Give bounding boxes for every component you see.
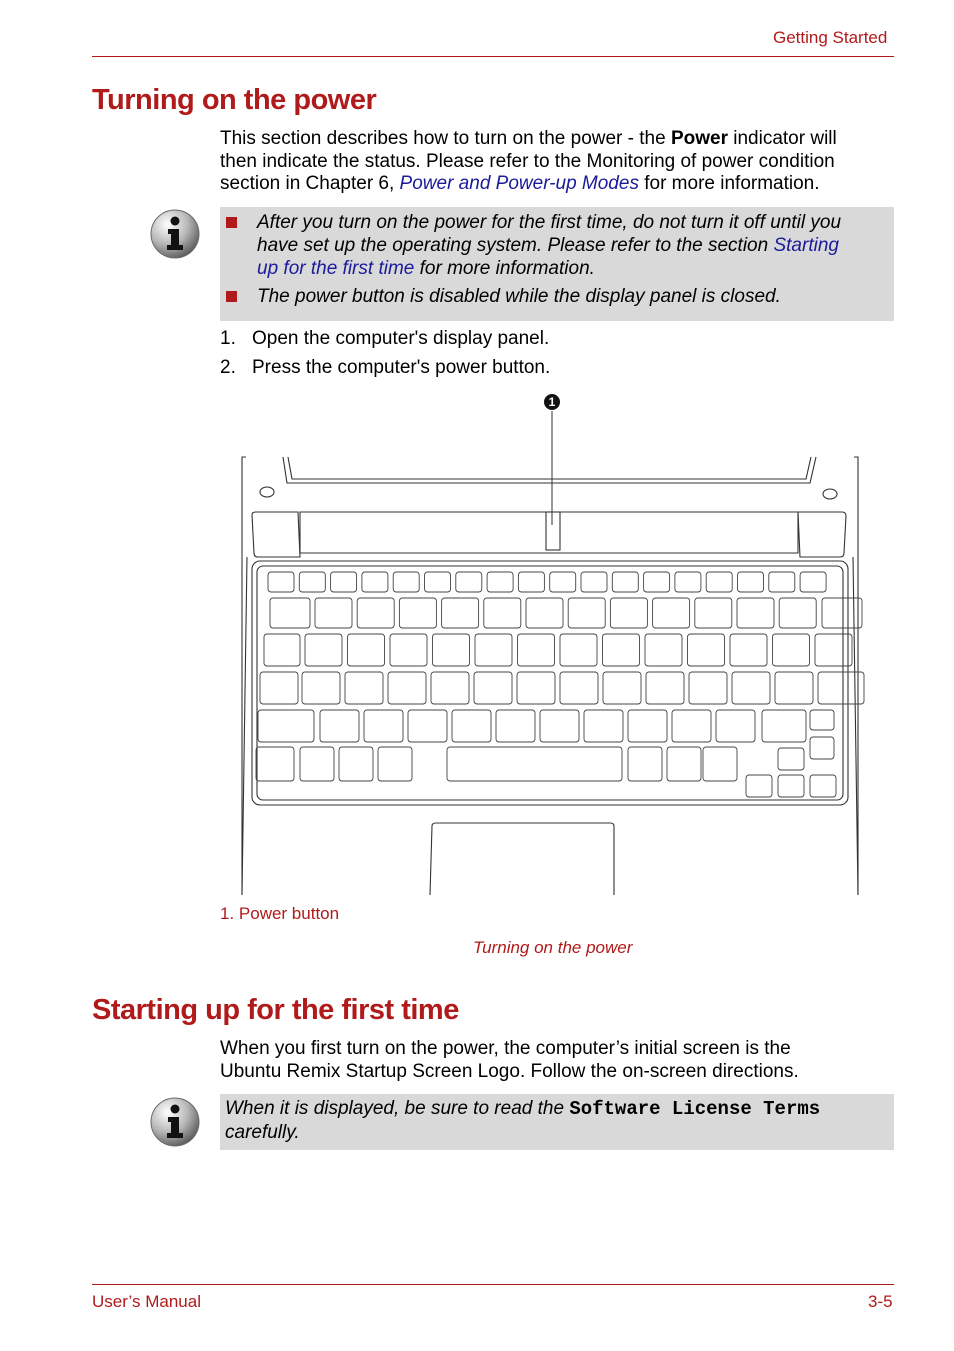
keyboard-key: [667, 747, 701, 781]
keyboard-key: [603, 672, 641, 704]
keyboard-key: [302, 672, 340, 704]
license-note: When it is displayed, be sure to read the Software License Terms carefully.: [225, 1098, 821, 1143]
step-2: 2. Press the computer's power button.: [220, 357, 551, 378]
software-license-terms: Software License Terms: [569, 1098, 821, 1120]
keyboard-key: [818, 672, 864, 704]
keyboard-key: [773, 634, 810, 666]
startup-paragraph: When you first turn on the power, the computer’s initial screen is the Ubuntu Remix Startup Screen Logo. Follow the on-screen directions.: [220, 1038, 799, 1082]
keyboard-key: [584, 710, 623, 742]
keyboard-key: [431, 672, 469, 704]
keyboard-key: [526, 598, 563, 628]
note-box-first-time: [220, 207, 894, 321]
figure-caption: Turning on the power: [473, 938, 633, 957]
keyboard-key: [568, 598, 605, 628]
keyboard-key: [675, 572, 701, 592]
keyboard-key: [778, 775, 804, 797]
keyboard-key: [339, 747, 373, 781]
footer-rule: [92, 1284, 894, 1285]
starting-up-link-part2[interactable]: up for the first time: [257, 258, 415, 279]
keyboard-key: [560, 634, 597, 666]
keyboard-key: [518, 572, 544, 592]
keyboard-key: [388, 672, 426, 704]
keyboard-key: [603, 634, 640, 666]
keyboard-key: [390, 634, 427, 666]
keyboard-key: [456, 572, 482, 592]
note-box-license: [220, 1094, 894, 1150]
keyboard-key: [268, 572, 294, 592]
keyboard-key: [716, 710, 755, 742]
keyboard-key: [689, 672, 727, 704]
keyboard-key: [256, 747, 294, 781]
keyboard-key: [628, 747, 662, 781]
keyboard-key: [299, 572, 325, 592]
keyboard-key: [779, 598, 816, 628]
keyboard-key: [737, 598, 774, 628]
keyboard-key: [331, 572, 357, 592]
keyboard-key: [703, 747, 737, 781]
power-modes-link[interactable]: Power and Power-up Modes: [399, 173, 639, 194]
keyboard-key: [442, 598, 479, 628]
note-item-2: The power button is disabled while the display panel is closed.: [257, 286, 781, 307]
figure-legend: 1. Power button: [220, 904, 340, 923]
starting-up-link-part1[interactable]: Starting: [773, 235, 839, 256]
laptop-illustration: [230, 385, 870, 895]
header-rule: [92, 56, 894, 57]
keyboard-key: [300, 747, 334, 781]
keyboard-key: [746, 775, 772, 797]
running-header: Getting Started: [773, 28, 888, 47]
keyboard-key: [822, 598, 862, 628]
keyboard-key: [260, 672, 298, 704]
keyboard-key: [695, 598, 732, 628]
keyboard-key: [362, 572, 388, 592]
bullet-square: [226, 291, 237, 302]
keyboard-key: [550, 572, 576, 592]
keyboard-key: [408, 710, 447, 742]
keyboard-key: [775, 672, 813, 704]
bullet-square: [226, 217, 237, 228]
keyboard-key: [425, 572, 451, 592]
keyboard-key: [628, 710, 667, 742]
keyboard-key: [540, 710, 579, 742]
keyboard-key: [393, 572, 419, 592]
keyboard-key: [357, 598, 394, 628]
keyboard-key: [778, 748, 804, 770]
keyboard-key: [732, 672, 770, 704]
keyboard-key: [474, 672, 512, 704]
keyboard-key: [378, 747, 412, 781]
keyboard-key: [810, 775, 836, 797]
note-item-1: After you turn on the power for the first time, do not turn it off until you have set up the operating system. Please refer to the section Starting up for the first time for more information.: [257, 212, 842, 279]
section-title-starting-up: Starting up for the first time: [92, 994, 459, 1026]
step-1: 1. Open the computer's display panel.: [220, 328, 550, 349]
keyboard-key: [612, 572, 638, 592]
keyboard-key: [800, 572, 826, 592]
keyboard-key: [810, 737, 834, 759]
section-title-turning-on: Turning on the power: [92, 84, 377, 116]
keyboard-key: [769, 572, 795, 592]
keyboard-key: [484, 598, 521, 628]
keyboard-key: [644, 572, 670, 592]
keyboard-key: [645, 634, 682, 666]
keyboard-key: [653, 598, 690, 628]
info-icon: [149, 208, 201, 260]
intro-paragraph: This section describes how to turn on the power - the Power indicator will then indicate the status. Please refer to the Monitoring of power condition section in Chapter 6, Power and Power-up Modes for more information.: [220, 128, 837, 194]
keyboard-key: [364, 710, 403, 742]
keyboard-key: [610, 598, 647, 628]
keyboard-key: [706, 572, 732, 592]
keyboard-key: [452, 710, 491, 742]
keyboard-key: [433, 634, 470, 666]
keyboard-key: [315, 598, 352, 628]
keyboard-key: [399, 598, 436, 628]
power-indicator-term: Power: [670, 128, 728, 149]
keyboard-key: [688, 634, 725, 666]
keyboard-key: [305, 634, 342, 666]
keyboard-key: [447, 747, 622, 781]
keyboard-key: [487, 572, 513, 592]
keyboard-key: [517, 672, 555, 704]
keyboard-key: [320, 710, 359, 742]
keyboard-key: [560, 672, 598, 704]
keyboard-key: [672, 710, 711, 742]
keyboard-key: [738, 572, 764, 592]
keyboard-key: [258, 710, 314, 742]
keyboard-key: [264, 634, 300, 666]
footer-left: User’s Manual: [92, 1292, 201, 1311]
keyboard-key: [345, 672, 383, 704]
footer-page-number: 3-5: [868, 1292, 893, 1311]
keyboard-key: [348, 634, 385, 666]
keyboard-key: [475, 634, 512, 666]
keyboard-key: [270, 598, 310, 628]
callout-number: 1: [548, 395, 556, 409]
keyboard-key: [810, 710, 834, 730]
keyboard-key: [581, 572, 607, 592]
keyboard-key: [815, 634, 852, 666]
info-icon: [149, 1096, 201, 1148]
keyboard-key: [762, 710, 806, 742]
keyboard-key: [730, 634, 767, 666]
keyboard-key: [518, 634, 555, 666]
keyboard-key: [646, 672, 684, 704]
keyboard-key: [496, 710, 535, 742]
